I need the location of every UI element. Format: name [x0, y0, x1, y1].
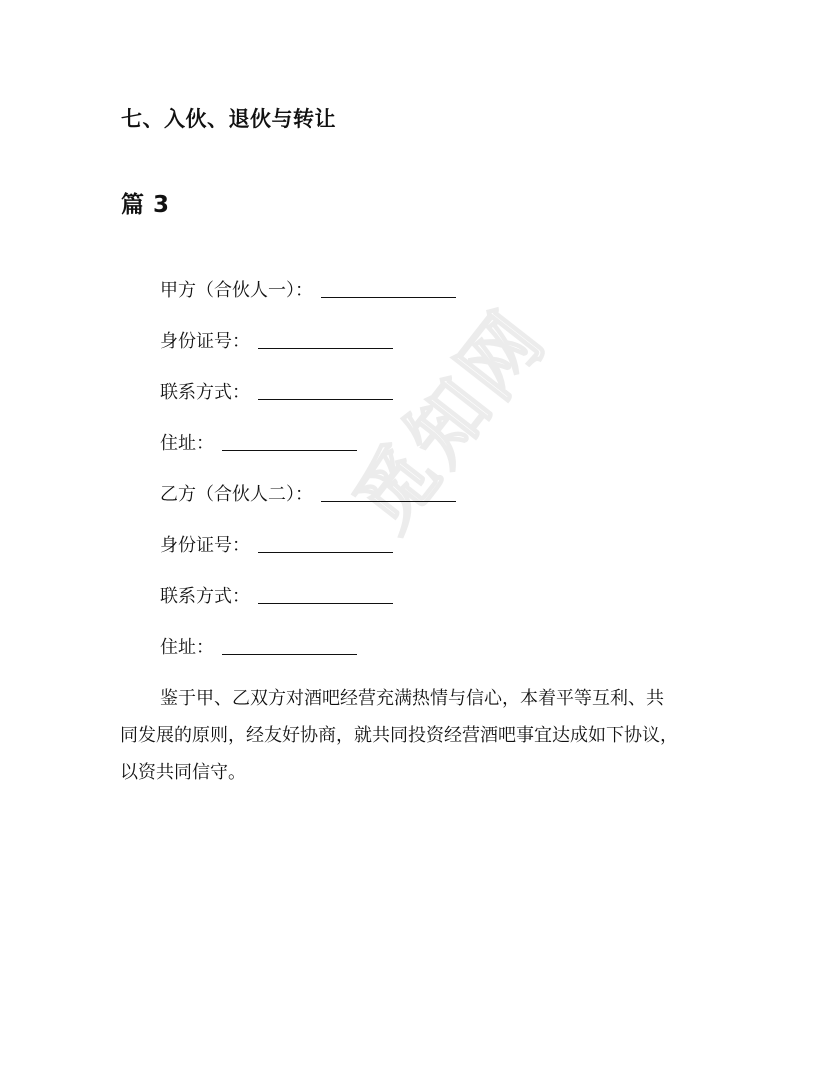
- party-b-contact-blank: [258, 602, 393, 604]
- preamble-paragraph: [120, 680, 720, 791]
- party-a-contact-field: [160, 378, 393, 404]
- party-a-id-field: [160, 327, 393, 353]
- watermark-text: 觅知网: [338, 293, 565, 548]
- party-b-name-label: 乙方（合伙人二）：: [160, 484, 313, 505]
- party-b-id-field: [160, 531, 393, 557]
- party-b-contact-label: 联系方式：: [160, 586, 250, 607]
- party-a-name-field: [160, 276, 456, 302]
- section-heading: 七、入伙、退伙与转让: [121, 107, 336, 131]
- chapter-heading: 篇 3: [121, 192, 170, 218]
- party-a-address-field: [160, 429, 357, 455]
- preamble-line-1: 鉴于甲、乙双方对酒吧经营充满热情与信心，本着平等互利、共: [160, 688, 664, 709]
- party-b-address-label: 住址：: [160, 637, 214, 658]
- party-b-id-label: 身份证号：: [160, 535, 250, 556]
- party-a-address-blank: [222, 449, 357, 451]
- party-a-name-label: 甲方（合伙人一）：: [160, 280, 313, 301]
- party-b-contact-field: [160, 582, 393, 608]
- party-a-contact-blank: [258, 398, 393, 400]
- party-b-name-field: [160, 480, 456, 506]
- party-a-id-label: 身份证号：: [160, 331, 250, 352]
- party-a-contact-label: 联系方式：: [160, 382, 250, 403]
- party-a-id-blank: [258, 347, 393, 349]
- party-b-address-field: [160, 633, 357, 659]
- preamble-line-3: 以资共同信守。: [120, 762, 246, 783]
- party-b-id-blank: [258, 551, 393, 553]
- party-a-address-label: 住址：: [160, 433, 214, 454]
- party-a-name-blank: [321, 296, 456, 298]
- party-b-address-blank: [222, 653, 357, 655]
- party-b-name-blank: [321, 500, 456, 502]
- preamble-line-2: 同发展的原则，经友好协商，就共同投资经营酒吧事宜达成如下协议，: [120, 725, 678, 746]
